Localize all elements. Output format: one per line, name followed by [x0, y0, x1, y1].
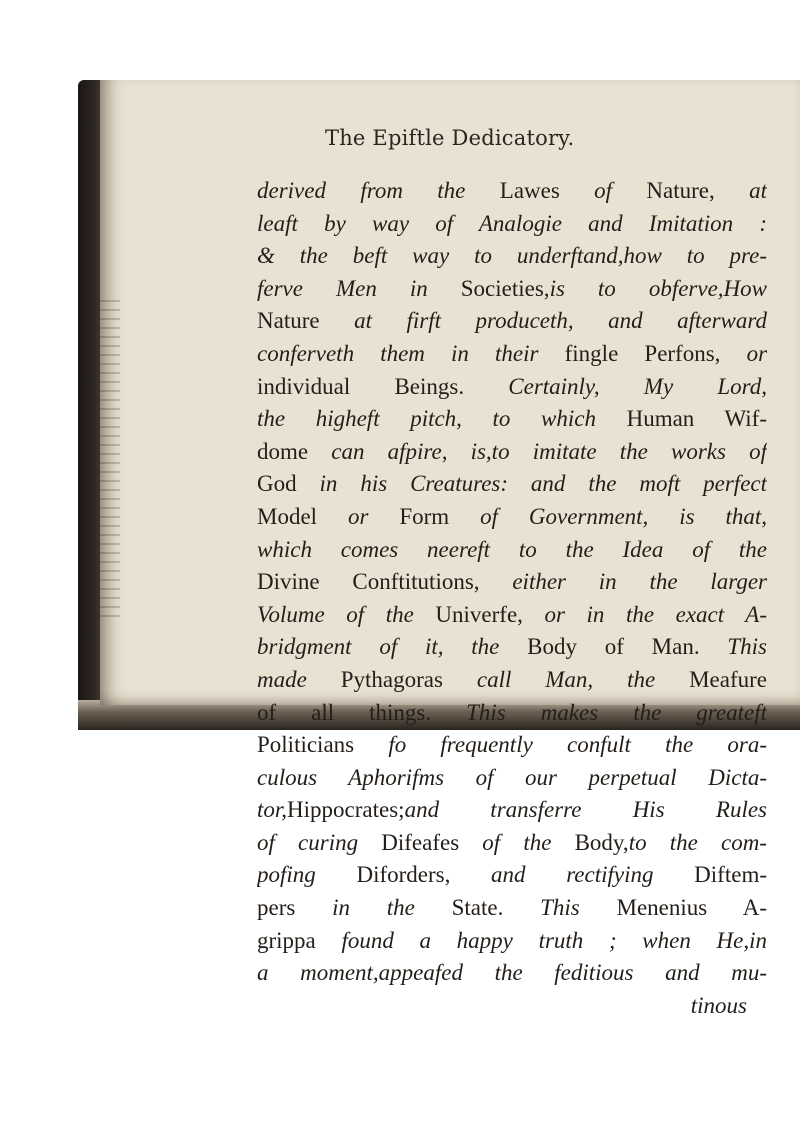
- roman-text-run: Nature,: [612, 178, 750, 203]
- italic-text-run: This: [540, 895, 580, 921]
- text-line: [257, 664, 767, 697]
- italic-text-run: tor,: [257, 797, 288, 823]
- italic-text-run: of curing: [257, 829, 359, 855]
- italic-text-run: and transferre His Rules: [404, 797, 767, 823]
- roman-text-run: Model: [257, 503, 348, 529]
- italic-text-run: This: [727, 634, 767, 660]
- roman-text-run: of all things.: [257, 699, 467, 725]
- italic-text-run: either in the larger: [512, 569, 767, 595]
- running-head: The Epiftle Dedicatory.: [325, 126, 575, 150]
- roman-text-run: State.: [414, 895, 541, 921]
- body-text: [257, 175, 767, 1022]
- text-line: [257, 468, 767, 501]
- roman-text-run: individual Beings.: [257, 373, 509, 399]
- roman-text-run: Societies,: [427, 275, 550, 301]
- roman-text-run: Meafure: [655, 666, 767, 692]
- italic-text-run: conferveth them in their: [257, 340, 539, 366]
- italic-text-run: of Government, is that,: [480, 503, 767, 529]
- roman-text-run: Univerfe,: [413, 601, 545, 627]
- roman-text-run: Difeafes: [358, 829, 483, 855]
- italic-text-run: & the beft way to underftand,how to pre-: [257, 243, 767, 269]
- italic-text-run: leaft by way of Analogie and Imitation :: [257, 210, 767, 236]
- italic-text-run: and rectifying: [491, 862, 654, 888]
- italic-text-run: is to obferve,How: [549, 275, 767, 301]
- text-line: [257, 566, 767, 599]
- roman-text-run: fingle Perfons,: [538, 340, 747, 366]
- roman-text-run: dome: [257, 438, 332, 464]
- italic-text-run: made: [257, 666, 307, 692]
- text-line: [257, 403, 767, 436]
- text-line: [257, 859, 767, 892]
- text-line: [257, 599, 767, 632]
- text-line: [257, 957, 767, 990]
- text-line: [257, 697, 767, 730]
- italic-text-run: or: [746, 340, 767, 366]
- roman-text-run: Politicians: [257, 732, 389, 758]
- text-line: [257, 436, 767, 469]
- text-line: [257, 794, 767, 827]
- text-line: [257, 762, 767, 795]
- text-line: [257, 729, 767, 762]
- italic-text-run: pofing: [257, 862, 316, 888]
- text-line: [257, 175, 767, 208]
- roman-text-run: Body of Man.: [499, 634, 728, 660]
- italic-text-run: derived from the: [257, 178, 466, 203]
- text-line: [257, 305, 767, 338]
- text-line: [257, 240, 767, 273]
- roman-text-run: God: [257, 471, 320, 497]
- italic-text-run: Volume of the: [257, 601, 414, 627]
- text-line: [257, 990, 767, 1023]
- text-line: [257, 501, 767, 534]
- italic-text-run: or: [347, 503, 369, 529]
- roman-text-run: Diforders,: [315, 862, 492, 888]
- italic-text-run: Certainly, My Lord,: [508, 373, 767, 399]
- italic-text-run: at firft produceth, and afterward: [354, 308, 767, 334]
- roman-text-run: Nature: [257, 308, 355, 334]
- roman-text-run: Lawes: [465, 178, 595, 203]
- italic-text-run: This makes the greateft: [466, 699, 767, 725]
- roman-text-run: Body,: [551, 829, 629, 855]
- roman-text-run: pers: [257, 895, 333, 921]
- roman-text-run: Hippocrates;: [287, 797, 405, 823]
- italic-text-run: culous Aphorifms of our perpetual Dicta-: [257, 764, 767, 790]
- italic-text-run: tinous: [690, 992, 747, 1018]
- italic-text-run: or in the exact A-: [544, 601, 767, 627]
- text-line: [257, 273, 767, 306]
- text-line: [257, 631, 767, 664]
- roman-text-run: Pythagoras: [306, 666, 477, 692]
- italic-text-run: bridgment of it, the: [257, 634, 500, 660]
- italic-text-run: at: [749, 178, 767, 203]
- italic-text-run: can afpire, is,to imitate the works of: [331, 438, 767, 464]
- italic-text-run: in his Creatures: and the moft perfect: [319, 471, 767, 497]
- italic-text-run: to the com-: [628, 829, 767, 855]
- italic-text-run: found a happy truth ; when He,in: [341, 927, 767, 953]
- roman-text-run: Diftem-: [653, 862, 767, 888]
- italic-text-run: in the: [332, 895, 415, 921]
- italic-text-run: fo frequently confult the ora-: [388, 732, 767, 758]
- roman-text-run: Form: [368, 503, 481, 529]
- text-line: [257, 892, 767, 925]
- italic-text-run: call Man, the: [476, 666, 656, 692]
- roman-text-run: Menenius A-: [579, 895, 767, 921]
- italic-text-run: a moment,appeafed the feditious and mu-: [257, 960, 767, 986]
- text-line: [257, 925, 767, 958]
- text-line: [257, 208, 767, 241]
- italic-text-run: the higheft pitch, to which: [257, 406, 596, 432]
- gutter-shadow: [100, 300, 120, 620]
- italic-text-run: which comes neereft to the Idea of the: [257, 536, 767, 562]
- italic-text-run: of: [594, 178, 613, 203]
- roman-text-run: Divine Conftitutions,: [257, 569, 513, 595]
- italic-text-run: of the: [482, 829, 552, 855]
- roman-text-run: Human Wif-: [595, 406, 767, 432]
- italic-text-run: ferve Men in: [257, 275, 428, 301]
- roman-text-run: grippa: [257, 927, 342, 953]
- text-line: [257, 371, 767, 404]
- text-line: [257, 338, 767, 371]
- text-line: [257, 827, 767, 860]
- text-line: [257, 534, 767, 567]
